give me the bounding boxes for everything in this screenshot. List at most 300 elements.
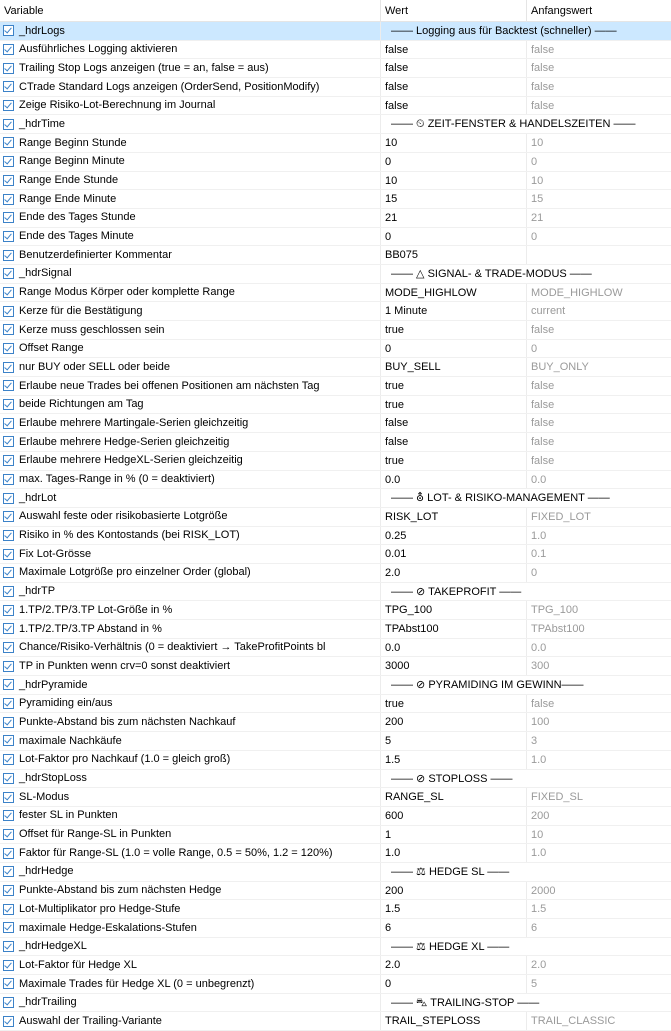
variable-cell[interactable] [0,396,381,414]
checkbox-icon[interactable] [3,63,14,74]
table-row[interactable] [0,172,671,191]
variable-name: Range Beginn Stunde [19,136,127,149]
table-row[interactable] [0,97,671,116]
value-cell[interactable]: false [381,97,527,115]
default-value-cell: 6 [531,922,538,934]
variable-name: Lot-Faktor pro Nachkauf (1.0 = gleich groß) [19,753,231,766]
default-value-cell: 10 [531,137,544,150]
variable-name: _hdrHedge [19,865,74,878]
table-row[interactable] [0,751,671,770]
value-cell[interactable]: RISK_LOT [381,508,527,526]
value-cell[interactable]: 15 [381,190,527,208]
checkbox-icon[interactable] [3,250,14,261]
section-title: —— △ SIGNAL- & TRADE-MODUS —— [391,267,592,280]
variable-cell[interactable] [0,321,381,339]
default-value-cell: false [531,324,555,336]
variable-cell[interactable] [0,956,381,974]
section-header-row[interactable] [0,265,671,284]
variable-name: Chance/Risiko-Verhältnis (0 = deaktiviert → TakeProfitPoints bl [19,641,326,654]
checkbox-icon[interactable] [3,287,14,298]
value-cell[interactable]: true [381,695,527,713]
variable-name: _hdrLogs [19,24,65,37]
variable-cell[interactable] [0,115,381,133]
checkbox-icon[interactable] [3,474,14,485]
table-row[interactable] [0,396,671,415]
table-row[interactable] [0,302,671,321]
variable-cell[interactable] [0,471,381,489]
variable-cell[interactable] [0,228,381,246]
table-row[interactable] [0,620,671,639]
variable-cell[interactable] [0,452,381,470]
variable-name: 1.TP/2.TP/3.TP Abstand in % [19,622,162,635]
variable-name: maximale Nachkäufe [19,734,122,747]
default-value-cell: 0.1 [531,548,547,561]
value-cell[interactable]: true [381,321,527,339]
checkbox-icon[interactable] [3,137,14,148]
value-cell[interactable]: 2.0 [381,564,527,582]
table-row[interactable] [0,564,671,583]
checkbox-icon[interactable] [3,194,14,205]
value-cell[interactable]: 0.25 [381,527,527,545]
table-row[interactable] [0,471,671,490]
variable-cell[interactable] [0,975,381,993]
checkbox-icon[interactable] [3,418,14,429]
checkbox-icon[interactable] [3,904,14,915]
checkbox-icon[interactable] [3,623,14,634]
default-value-cell: 21 [531,211,544,224]
variable-name: _hdrStopLoss [19,772,87,784]
variable-cell[interactable] [0,265,381,283]
value-cell[interactable]: true [381,396,527,414]
default-value-cell: false [531,43,555,56]
table-row[interactable] [0,321,671,340]
section-title: —— ⚖ HEDGE SL —— [391,865,510,878]
section-header-row[interactable] [0,22,671,41]
variable-name: nur BUY oder SELL oder beide [19,360,171,373]
checkbox-icon[interactable] [3,100,14,111]
checkbox-icon[interactable] [3,455,14,466]
default-value-cell: TPG_100 [531,604,579,617]
section-header-row[interactable] [0,863,671,882]
variable-cell[interactable] [0,564,381,582]
checkbox-icon[interactable] [3,735,14,746]
section-header-row[interactable] [0,115,671,134]
value-cell[interactable]: false [381,414,527,432]
variable-cell[interactable] [0,788,381,806]
table-row[interactable] [0,713,671,732]
variable-cell[interactable] [0,246,381,264]
section-title: —— ⛢ LOT- & RISIKO-MANAGEMENT —— [391,492,610,505]
table-row[interactable] [0,59,671,78]
default-value-cell: false [531,454,555,467]
default-value-cell: false [531,99,555,112]
section-title: —— ⏲ ZEIT-FENSTER & HANDELSZEITEN —— [391,118,636,131]
variable-name: Offset Range [19,342,84,355]
table-row[interactable] [0,414,671,433]
variable-name: Lot-Multiplikator pro Hedge-Stufe [19,902,181,915]
variable-name: Erlaube mehrere Hedge-Serien gleichzeitig [19,435,230,448]
checkbox-icon[interactable] [3,1016,14,1027]
default-value-cell: false [531,436,555,449]
variable-cell[interactable] [0,601,381,619]
section-header-row[interactable] [0,676,671,695]
value-cell[interactable]: 0 [381,975,527,993]
default-value-cell: 200 [531,809,550,822]
table-row[interactable] [0,41,671,60]
checkbox-icon[interactable] [3,212,14,223]
variable-cell[interactable] [0,1012,381,1030]
column-header-wert[interactable]: Wert [381,0,527,21]
checkbox-icon[interactable] [3,175,14,186]
variable-cell[interactable] [0,657,381,675]
checkbox-icon[interactable] [3,306,14,317]
variable-name: Risiko in % des Kontostands (bei RISK_LOT) [19,529,240,542]
table-row[interactable] [0,900,671,919]
checkbox-icon[interactable] [3,586,14,597]
variable-cell[interactable] [0,134,381,152]
value-cell[interactable]: TPAbst100 [381,620,527,638]
checkbox-icon[interactable] [3,399,14,410]
variable-cell[interactable] [0,639,381,657]
checkbox-icon[interactable] [3,25,14,36]
variable-cell[interactable] [0,919,381,937]
section-title: —— ⊘ TAKEPROFIT —— [391,585,522,598]
default-value-cell: false [531,62,555,75]
variable-cell[interactable] [0,414,381,432]
variable-cell[interactable] [0,78,381,96]
default-value-cell: 10 [531,828,544,841]
variable-name: _hdrPyramide [19,678,88,691]
value-cell[interactable]: BB075 [381,246,527,264]
variable-cell[interactable] [0,807,381,825]
table-row[interactable] [0,639,671,658]
table-row[interactable] [0,284,671,303]
value-cell[interactable]: 0.0 [381,639,527,657]
checkbox-icon[interactable] [3,436,14,447]
default-value-cell: 300 [531,660,550,673]
checkbox-icon[interactable] [3,848,14,859]
table-row[interactable] [0,545,671,564]
value-cell[interactable]: 3000 [381,657,527,675]
variable-cell[interactable] [0,695,381,713]
section-header-row[interactable] [0,583,671,602]
default-value-cell: 100 [531,716,550,729]
checkbox-icon[interactable] [3,343,14,354]
checkbox-icon[interactable] [3,511,14,522]
value-cell[interactable]: 1.5 [381,900,527,918]
checkbox-icon[interactable] [3,156,14,167]
checkbox-icon[interactable] [3,922,14,933]
value-cell[interactable]: 21 [381,209,527,227]
checkbox-icon[interactable] [3,44,14,55]
variable-cell[interactable] [0,153,381,171]
checkbox-icon[interactable] [3,605,14,616]
checkbox-icon[interactable] [3,810,14,821]
value-cell[interactable]: 5 [381,732,527,750]
variable-name: _hdrTP [19,585,56,598]
value-cell[interactable]: 0 [381,340,527,358]
table-row[interactable] [0,508,671,527]
default-value-cell: 0 [531,566,538,579]
value-cell[interactable]: true [381,452,527,470]
table-row[interactable] [0,209,671,228]
default-value-cell: BUY_ONLY [531,361,589,374]
variable-name: Punkte-Abstand bis zum nächsten Hedge [19,884,222,897]
variable-cell[interactable] [0,826,381,844]
value-cell[interactable]: 0.01 [381,545,527,563]
variable-cell[interactable] [0,22,381,40]
checkbox-icon[interactable] [3,679,14,690]
table-row[interactable] [0,657,671,676]
variable-cell[interactable] [0,172,381,190]
default-value-cell: false [531,417,555,430]
variable-name: Range Ende Stunde [19,174,119,186]
checkbox-icon[interactable] [3,941,14,952]
variable-name: 1.TP/2.TP/3.TP Lot-Größe in % [19,603,173,616]
variable-name: Ausführliches Logging aktivieren [19,43,178,56]
variable-name: fester SL in Punkten [19,809,118,822]
variable-cell[interactable] [0,59,381,77]
table-row[interactable] [0,826,671,845]
variable-name: Range Ende Minute [19,192,117,205]
checkbox-icon[interactable] [3,773,14,784]
variable-cell[interactable] [0,489,381,507]
default-value-cell: false [531,81,555,94]
table-row[interactable] [0,919,671,938]
variable-cell[interactable] [0,583,381,601]
checkbox-icon[interactable] [3,866,14,877]
section-header-row[interactable] [0,489,671,508]
checkbox-icon[interactable] [3,493,14,504]
default-value-cell: current [531,305,566,318]
variable-cell[interactable] [0,433,381,451]
variable-name: Trailing Stop Logs anzeigen (true = an, false = aus) [19,61,269,74]
section-header-row[interactable] [0,938,671,957]
variable-name: Faktor für Range-SL (1.0 = volle Range, 0.5 = 50%, 1.2 = 120%) [19,846,333,859]
default-value-cell: 0 [531,230,538,243]
checkbox-icon[interactable] [3,530,14,541]
section-header-row[interactable] [0,770,671,789]
variable-name: Lot-Faktor für Hedge XL [19,958,138,971]
value-cell[interactable]: RANGE_SL [381,788,527,806]
value-cell[interactable]: 200 [381,882,527,900]
variable-cell[interactable] [0,41,381,59]
table-row[interactable] [0,190,671,209]
default-value-cell: 5 [531,978,538,991]
variable-cell[interactable] [0,545,381,563]
default-value-cell: 0.0 [531,641,547,654]
default-value-cell: 3 [531,735,538,748]
variable-cell[interactable] [0,284,381,302]
section-title: —— ⊘ STOPLOSS —— [391,772,513,785]
value-cell[interactable]: 600 [381,807,527,825]
variable-cell[interactable] [0,620,381,638]
variable-cell[interactable] [0,527,381,545]
table-row[interactable] [0,433,671,452]
section-title: —— Logging aus für Backtest (schneller) —— [391,25,617,37]
table-row[interactable] [0,788,671,807]
default-value-cell: 0.0 [531,473,547,486]
variable-cell[interactable] [0,302,381,320]
variable-name: Fix Lot-Grösse [19,547,92,560]
checkbox-icon[interactable] [3,960,14,971]
table-row[interactable] [0,807,671,826]
checkbox-icon[interactable] [3,885,14,896]
variable-cell[interactable] [0,377,381,395]
variable-cell[interactable] [0,732,381,750]
checkbox-icon[interactable] [3,119,14,130]
value-cell[interactable]: false [381,78,527,96]
value-cell[interactable]: 0 [381,228,527,246]
value-cell[interactable]: 0.0 [381,471,527,489]
default-value-cell: 1.0 [531,847,547,860]
value-cell[interactable]: 10 [381,134,527,152]
table-row[interactable] [0,601,671,620]
table-row[interactable] [0,882,671,901]
variable-name: Benutzerdefinierter Kommentar [19,248,172,261]
value-cell[interactable]: TPG_100 [381,601,527,619]
value-cell[interactable]: 2.0 [381,956,527,974]
variable-name: Offset für Range-SL in Punkten [19,828,172,841]
table-row[interactable] [0,377,671,396]
default-value-cell [527,246,671,264]
value-cell[interactable]: TRAIL_STEPLOSS [381,1012,527,1030]
default-value-cell: 15 [531,193,544,206]
value-cell[interactable]: BUY_SELL [381,358,527,376]
value-cell[interactable]: 1 [381,826,527,844]
variable-cell[interactable] [0,190,381,208]
checkbox-icon[interactable] [3,978,14,989]
table-row[interactable] [0,695,671,714]
value-cell[interactable]: false [381,41,527,59]
table-row[interactable] [0,527,671,546]
section-title: —— ⚖ HEDGE XL —— [391,940,510,953]
section-header-row[interactable] [0,994,671,1013]
variable-cell[interactable] [0,844,381,862]
variable-name: Maximale Lotgröße pro einzelner Order (global) [19,566,251,579]
variable-name: beide Richtungen am Tag [19,398,144,411]
variable-name: TP in Punkten wenn crv=0 sonst deaktiviert [19,659,231,672]
variable-name: Range Modus Körper oder komplette Range [19,286,235,299]
checkbox-icon[interactable] [3,754,14,765]
variable-cell[interactable] [0,713,381,731]
table-row[interactable] [0,340,671,359]
checkbox-icon[interactable] [3,698,14,709]
variable-cell[interactable] [0,97,381,115]
variable-cell[interactable] [0,358,381,376]
variable-cell[interactable] [0,340,381,358]
section-title: —— ⛍ TRAILING-STOP —— [391,996,540,1009]
value-cell[interactable]: false [381,433,527,451]
default-value-cell: TRAIL_CLASSIC [531,1015,616,1028]
variable-cell[interactable] [0,938,381,956]
default-value-cell: FIXED_SL [531,791,583,804]
checkbox-icon[interactable] [3,231,14,242]
variable-name: maximale Hedge-Eskalations-Stufen [19,921,197,934]
variable-name: Erlaube mehrere HedgeXL-Serien gleichzeitig [19,454,243,467]
variable-name: Kerze für die Bestätigung [19,304,143,317]
table-row[interactable] [0,358,671,377]
checkbox-icon[interactable] [3,567,14,578]
checkbox-icon[interactable] [3,380,14,391]
default-value-cell: MODE_HIGHLOW [531,286,623,299]
variable-name: CTrade Standard Logs anzeigen (OrderSend, PositionModify) [19,80,320,93]
variable-cell[interactable] [0,900,381,918]
default-value-cell: FIXED_LOT [531,510,591,523]
column-header-anfangswert[interactable]: Anfangswert [531,5,593,17]
default-value-cell: 2000 [531,884,556,897]
checkbox-icon[interactable] [3,642,14,653]
table-row[interactable] [0,452,671,471]
table-row[interactable] [0,246,671,265]
checkbox-icon[interactable] [3,997,14,1008]
variable-name: _hdrLot [19,491,57,504]
column-header-variable[interactable]: Variable [0,0,381,21]
table-row[interactable] [0,228,671,247]
default-value-cell: 2.0 [531,959,547,972]
table-row[interactable] [0,78,671,97]
checkbox-icon[interactable] [3,549,14,560]
checkbox-icon[interactable] [3,717,14,728]
variable-cell[interactable] [0,863,381,881]
checkbox-icon[interactable] [3,268,14,279]
variable-name: _hdrTrailing [19,996,77,1009]
table-row[interactable] [0,844,671,863]
value-cell[interactable]: 6 [381,919,527,937]
default-value-cell: 0 [531,342,538,355]
variable-cell[interactable] [0,751,381,769]
variable-name: Zeige Risiko-Lot-Berechnung im Journal [19,99,216,112]
variable-name: Ende des Tages Stunde [19,211,136,224]
variable-name: Erlaube neue Trades bei offenen Positionen am nächsten Tag [19,379,320,392]
value-cell[interactable]: 0 [381,153,527,171]
value-cell[interactable]: 1.5 [381,751,527,769]
table-row[interactable] [0,153,671,172]
variable-name: _hdrHedgeXL [19,940,87,953]
default-value-cell: 10 [531,174,544,187]
table-row[interactable] [0,134,671,153]
checkbox-icon[interactable] [3,81,14,92]
default-value-cell: false [531,380,555,393]
value-cell[interactable]: true [381,377,527,395]
table-row[interactable] [0,975,671,994]
variable-name: Auswahl feste oder risikobasierte Lotgröße [19,510,228,523]
variable-name: max. Tages-Range in % (0 = deaktiviert) [19,473,215,485]
variable-cell[interactable] [0,676,381,694]
value-cell[interactable]: 1.0 [381,844,527,862]
value-cell[interactable]: 200 [381,713,527,731]
value-cell[interactable]: 1 Minute [381,302,527,320]
value-cell[interactable]: false [381,59,527,77]
variable-cell[interactable] [0,770,381,788]
table-row[interactable] [0,1012,671,1031]
variable-name: Auswahl der Trailing-Variante [19,1014,162,1027]
checkbox-icon[interactable] [3,829,14,840]
variable-cell[interactable] [0,209,381,227]
checkbox-icon[interactable] [3,792,14,803]
table-row[interactable] [0,732,671,751]
section-title: —— ⊘ PYRAMIDING IM GEWINN—— [391,679,584,692]
checkbox-icon[interactable] [3,324,14,335]
variable-cell[interactable] [0,994,381,1012]
value-cell[interactable]: MODE_HIGHLOW [381,284,527,302]
checkbox-icon[interactable] [3,362,14,373]
checkbox-icon[interactable] [3,661,14,672]
variable-cell[interactable] [0,508,381,526]
table-row[interactable] [0,956,671,975]
value-cell[interactable]: 10 [381,172,527,190]
variable-cell[interactable] [0,882,381,900]
